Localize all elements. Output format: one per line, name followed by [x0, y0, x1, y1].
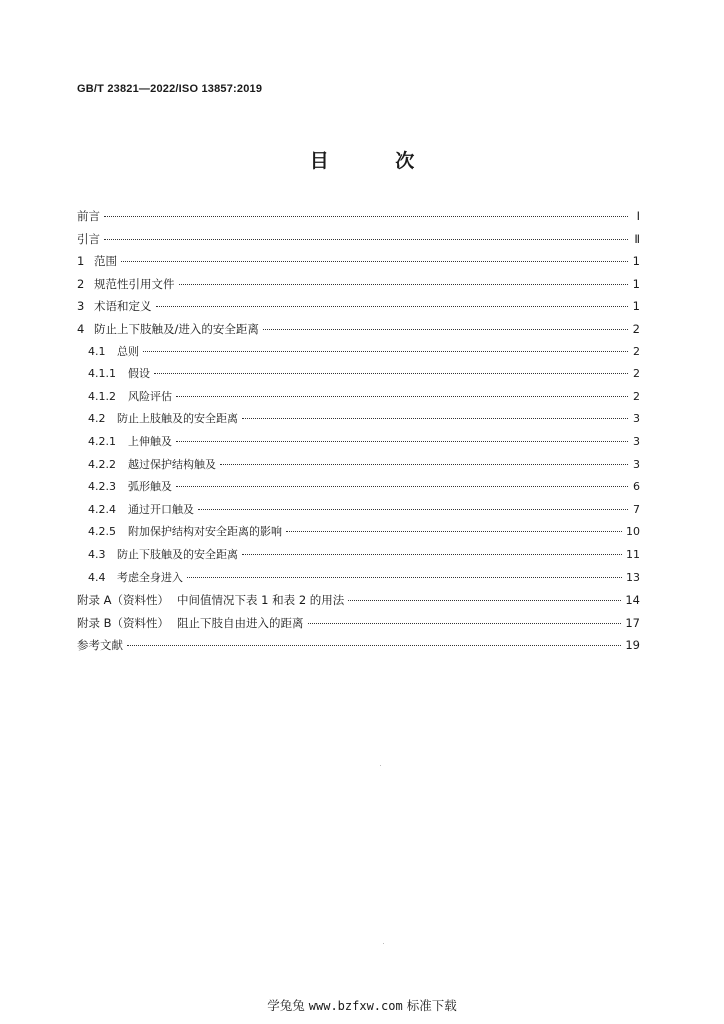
- toc-entry-label: 引言: [77, 231, 100, 246]
- toc-entry[interactable]: [77, 228, 640, 251]
- toc-entry-label: 防止下肢触及的安全距离: [117, 547, 238, 561]
- toc-entry-number: 4.2: [88, 412, 106, 426]
- toc-entry[interactable]: [77, 499, 640, 522]
- toc-entry-label: 考虑全身进入: [117, 570, 183, 584]
- toc-entry-number: 4.2.2: [88, 457, 116, 471]
- toc-page-number: 6: [633, 480, 640, 494]
- toc-entry-label: 阻止下肢自由进入的距离: [177, 615, 304, 630]
- toc-entry-number: 1: [77, 254, 85, 269]
- toc-entry-number: 2: [77, 276, 85, 291]
- toc-entry-label: 范围: [94, 254, 117, 269]
- toc-page-number: 19: [625, 638, 640, 653]
- toc-dot-leader: [104, 238, 628, 240]
- toc-entry-number: 4: [77, 321, 85, 336]
- toc-entry-label: 总则: [117, 344, 139, 358]
- toc-page-number: 13: [626, 570, 640, 584]
- toc-entry-label: 术语和定义: [94, 299, 152, 314]
- toc-dot-leader: [242, 553, 622, 555]
- table-of-contents: [77, 205, 640, 657]
- toc-dot-leader: [127, 644, 621, 646]
- toc-entry[interactable]: [77, 318, 640, 341]
- toc-dot-leader: [104, 215, 628, 217]
- footer-tagline: 标准下载: [406, 998, 457, 1013]
- toc-entry-label: 参考文献: [77, 638, 123, 653]
- toc-page-number: 2: [632, 321, 640, 336]
- toc-dot-leader: [242, 417, 628, 419]
- toc-entry[interactable]: [77, 567, 640, 590]
- toc-entry-label: 上伸触及: [128, 434, 172, 448]
- toc-entry-label: 越过保护结构触及: [128, 457, 216, 471]
- toc-dot-leader: [176, 485, 628, 487]
- toc-page-number: Ⅰ: [636, 209, 640, 223]
- toc-entry-number: 4.2.1: [88, 434, 116, 448]
- toc-entry[interactable]: [77, 544, 640, 567]
- toc-dot-leader: [156, 305, 629, 307]
- toc-page-number: 1: [632, 299, 640, 314]
- footer-url[interactable]: www.bzfxw.com: [308, 999, 403, 1013]
- toc-entry-number: 4.4: [88, 570, 106, 584]
- toc-entry[interactable]: [77, 589, 640, 612]
- page-title: 目 次: [309, 150, 445, 172]
- toc-entry-label: 中间值情况下表 1 和表 2 的用法: [177, 593, 345, 608]
- toc-page-number: 7: [633, 502, 640, 516]
- toc-entry[interactable]: [77, 250, 640, 273]
- toc-entry-label: 规范性引用文件: [94, 276, 175, 291]
- toc-entry-label: 弧形触及: [128, 480, 172, 494]
- toc-dot-leader: [154, 372, 628, 374]
- standard-number-header: GB/T 23821—2022/ISO 13857:2019: [77, 83, 263, 95]
- toc-entry[interactable]: [77, 612, 640, 635]
- toc-entry[interactable]: [77, 454, 640, 477]
- footer-site-name: 学兔兔: [267, 998, 305, 1013]
- toc-entry[interactable]: [77, 634, 640, 657]
- toc-entry-number: 4.1: [88, 344, 106, 358]
- toc-dot-leader: [187, 576, 622, 578]
- toc-entry[interactable]: [77, 273, 640, 296]
- toc-entry[interactable]: [77, 386, 640, 409]
- toc-dot-leader: [348, 599, 621, 601]
- footer-watermark: [0, 996, 724, 1014]
- toc-entry[interactable]: [77, 476, 640, 499]
- toc-entry-label: 防止上下肢触及/进入的安全距离: [94, 321, 259, 336]
- toc-dot-leader: [143, 350, 628, 352]
- toc-page-number: 1: [632, 276, 640, 291]
- toc-page-number: 3: [633, 457, 640, 471]
- toc-page-number: 17: [625, 615, 640, 630]
- toc-entry-number: 附录 A（资料性）: [77, 593, 170, 608]
- toc-dot-leader: [308, 622, 622, 624]
- toc-entry-number: 3: [77, 299, 85, 314]
- toc-entry[interactable]: [77, 408, 640, 431]
- toc-entry-label: 前言: [77, 209, 100, 223]
- toc-entry[interactable]: [77, 341, 640, 364]
- toc-entry[interactable]: [77, 295, 640, 318]
- toc-page-number: 2: [633, 344, 640, 358]
- toc-entry[interactable]: [77, 431, 640, 454]
- toc-entry[interactable]: [77, 205, 640, 228]
- toc-dot-leader: [286, 530, 622, 532]
- toc-entry-number: 附录 B（资料性）: [77, 615, 170, 630]
- toc-entry-number: 4.2.3: [88, 480, 116, 494]
- toc-dot-leader: [263, 328, 628, 330]
- toc-dot-leader: [179, 283, 629, 285]
- toc-entry-number: 4.2.4: [88, 502, 116, 516]
- toc-page-number: 14: [625, 593, 640, 608]
- toc-entry-label: 通过开口触及: [128, 502, 194, 516]
- toc-entry[interactable]: [77, 363, 640, 386]
- toc-entry-label: 防止上肢触及的安全距离: [117, 412, 238, 426]
- toc-entry-label: 附加保护结构对安全距离的影响: [128, 525, 282, 539]
- toc-page-number: 3: [633, 412, 640, 426]
- toc-dot-leader: [220, 463, 628, 465]
- toc-page-number: Ⅱ: [634, 231, 640, 246]
- toc-dot-leader: [176, 395, 628, 397]
- toc-page-number: 3: [633, 434, 640, 448]
- toc-entry[interactable]: [77, 521, 640, 544]
- toc-entry-number: 4.3: [88, 547, 106, 561]
- toc-entry-number: 4.2.5: [88, 525, 116, 539]
- toc-dot-leader: [176, 440, 628, 442]
- toc-dot-leader: [198, 508, 628, 510]
- toc-page-number: 11: [626, 547, 640, 561]
- toc-dot-leader: [121, 260, 628, 262]
- scan-speck: [383, 943, 384, 944]
- toc-page-number: 2: [633, 389, 640, 403]
- toc-entry-label: 假设: [128, 367, 150, 381]
- scan-speck: [380, 765, 381, 766]
- toc-page-number: 1: [632, 254, 640, 269]
- toc-entry-number: 4.1.2: [88, 389, 116, 403]
- toc-entry-number: 4.1.1: [88, 367, 116, 381]
- toc-page-number: 2: [633, 367, 640, 381]
- toc-entry-label: 风险评估: [128, 389, 172, 403]
- toc-page-number: 10: [626, 525, 640, 539]
